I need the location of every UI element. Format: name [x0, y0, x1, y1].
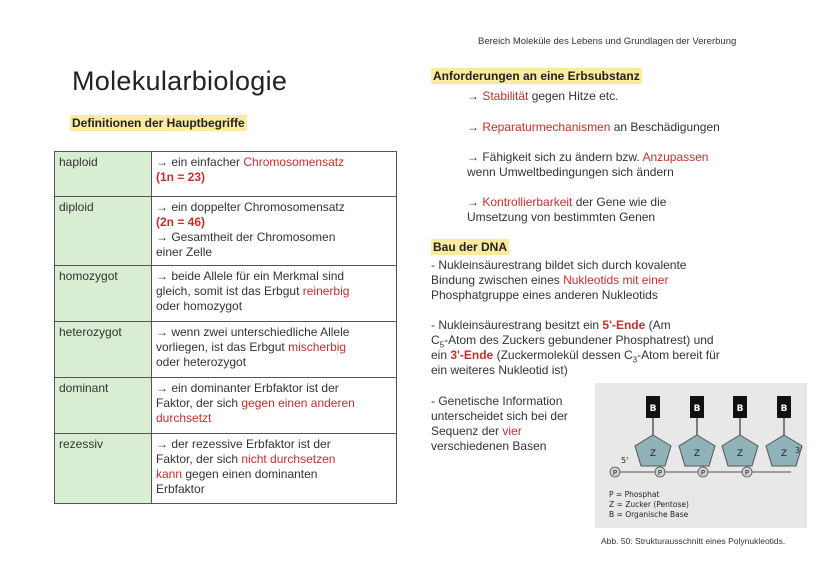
definition-cell: → ein doppelter Chromosomensatz (2n = 46) → Gesamtheit der Chromosomen einer Zelle [152, 197, 397, 266]
sugar-label: Z [649, 449, 657, 459]
legend-base: B = Organische Base [609, 510, 689, 519]
table-row [55, 378, 397, 434]
sugar-label: Z [693, 449, 701, 459]
table-row [55, 434, 397, 504]
definition-cell: → ein einfacher Chromosomensatz (1n = 23) [152, 152, 397, 197]
requirement-stability: → Stabilität gegen Hitze etc. [467, 89, 619, 103]
term-cell: diploid [55, 197, 152, 266]
term-cell: dominant [55, 378, 152, 434]
three-prime-label: 3' [795, 446, 803, 455]
dna-paragraph-3-line2: unterscheidet sich bei der [431, 409, 568, 423]
page-title: Molekularbiologie [72, 66, 288, 96]
sugar-label: Z [780, 449, 788, 459]
definition-cell: → wenn zwei unterschiedliche Allele vorliegen, ist das Erbgut mischerbig oder heterozygot [152, 322, 397, 378]
table-row [55, 322, 397, 378]
term-cell: heterozygot [55, 322, 152, 378]
table-row [55, 197, 397, 266]
definition-cell: → der rezessive Erbfaktor ist der Faktor, der sich nicht durchsetzen kann gegen einen dominanten Erbfaktor [152, 434, 397, 504]
definitions-heading: Definitionen der Hauptbegriffe [72, 116, 245, 130]
legend-sugar: Z = Zucker (Pentose) [609, 500, 689, 509]
polynucleotide-diagram [595, 383, 807, 528]
dna-paragraph-2-line4: ein weiteres Nukleotid ist) [431, 363, 568, 377]
phosphate-label: P [612, 469, 618, 477]
base-label: B [780, 404, 788, 414]
definitions-table [54, 151, 397, 504]
definition-cell: → beide Allele für ein Merkmal sind gleich, somit ist das Erbgut reinerbig oder homozygot [152, 266, 397, 322]
base-label: B [736, 404, 744, 414]
dna-paragraph-3: - Genetische Information [431, 394, 563, 408]
dna-paragraph-1-line3: Phosphatgruppe eines anderen Nukleotids [431, 288, 658, 302]
dna-paragraph-1-line2: Bindung zwischen eines Nukleotids mit einer [431, 273, 669, 287]
phosphate-label: P [744, 469, 750, 477]
definition-cell: → ein dominanter Erbfaktor ist der Faktor, der sich gegen einen anderen durchsetzt [152, 378, 397, 434]
sugar-label: Z [736, 449, 744, 459]
legend-phosphate: P = Phosphat [609, 490, 660, 499]
dna-paragraph-2: - Nukleinsäurestrang besitzt ein 5'-Ende (Am [431, 318, 671, 332]
polynucleotide-figure [595, 383, 807, 528]
requirement-repair: → Reparaturmechanismen an Beschädigungen [467, 120, 720, 134]
requirements-heading: Anforderungen an eine Erbsubstanz [433, 69, 640, 83]
nucleotide-1 [610, 396, 671, 477]
header-note: Bereich Moleküle des Lebens und Grundlagen der Vererbung [478, 36, 737, 47]
term-cell: rezessiv [55, 434, 152, 504]
dna-paragraph-2-line2: $C_5$-Atom des Zuckers gebundener Phosphatrest) und [431, 333, 714, 350]
phosphate-label: P [700, 469, 706, 477]
dna-heading: Bau der DNA [433, 240, 508, 254]
dna-paragraph-3-line4: verschiedenen Basen [431, 439, 547, 453]
term-cell: homozygot [55, 266, 152, 322]
requirement-adapt-line2: wenn Umweltbedingungen sich ändern [467, 165, 674, 179]
figure-caption: Abb. 50: Strukturausschnitt eines Polynukleotids. [601, 536, 786, 546]
dna-paragraph-1: - Nukleinsäurestrang bildet sich durch kovalente [431, 258, 687, 272]
base-label: B [693, 404, 701, 414]
requirement-control-line2: Umsetzung von bestimmten Genen [467, 210, 656, 224]
dna-paragraph-2-line3: ein 3'-Ende (Zuckermolekül dessen $C_3$-Atom bereit für [431, 348, 720, 365]
table-row [55, 266, 397, 322]
phosphate-label: P [657, 469, 663, 477]
dna-paragraph-3-line3: Sequenz der vier [431, 424, 522, 438]
term-cell: haploid [55, 152, 152, 197]
table-row [55, 152, 397, 197]
requirement-control: → Kontrollierbarkeit der Gene wie die [467, 195, 667, 209]
requirement-adapt: → Fähigkeit sich zu ändern bzw. Anzupassen [467, 150, 709, 164]
base-label: B [649, 404, 657, 414]
five-prime-label: 5' [621, 456, 629, 465]
